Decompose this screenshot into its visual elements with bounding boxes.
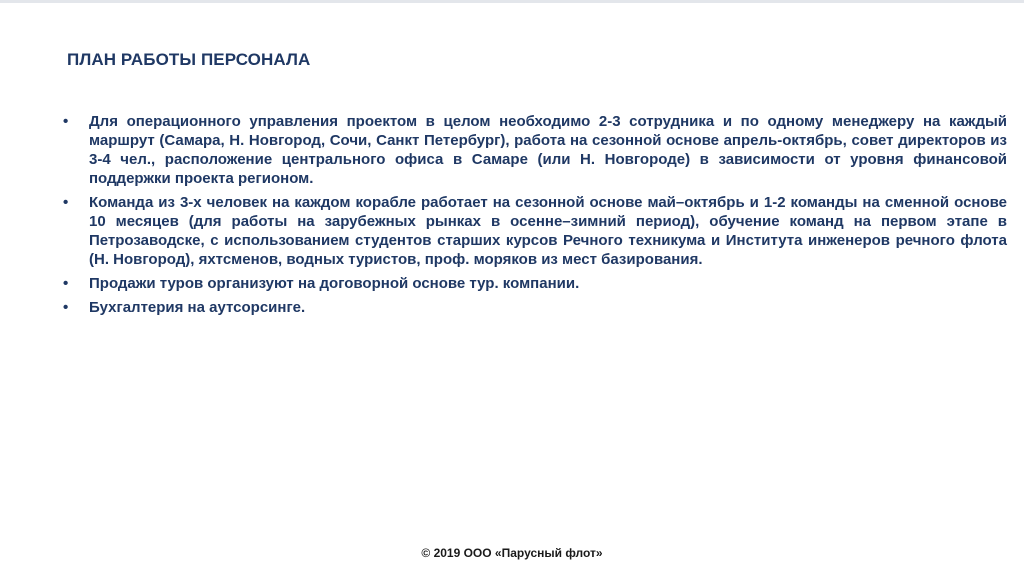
- bullet-text: Для операционного управления проектом в целом необходимо 2-3 сотрудника и по одному менеджеру на каждый маршрут (Самара, Н. Новгород, Сочи, Санкт Петербург), работа на сезонной основе апрель-октябрь, совет директоров из 3-4 чел., расположение центрального офиса в Самаре (или Н. Новгороде) в зависимости от уровня финансовой поддержки проекта регионом.: [89, 113, 1007, 187]
- bullet-list: [63, 112, 1007, 322]
- list-item: [63, 193, 1007, 269]
- bullet-text: Бухгалтерия на аутсорсинге.: [89, 299, 306, 316]
- top-divider: [0, 0, 1024, 3]
- list-item: [63, 274, 1007, 293]
- list-item: [63, 112, 1007, 188]
- bullet-marker: •: [63, 113, 69, 130]
- bullet-marker: •: [63, 194, 69, 211]
- bullet-marker: •: [63, 299, 69, 316]
- bullet-marker: •: [63, 275, 69, 292]
- slide-title: ПЛАН РАБОТЫ ПЕРСОНАЛА: [67, 50, 311, 69]
- list-item: [63, 298, 1007, 317]
- bullet-text: Команда из 3-х человек на каждом корабле работает на сезонной основе май–октябрь и 1-2 команды на сменной основе 10 месяцев (для работы на зарубежных рынках в осенне–зимний период), обучение команд на первом этапе в Петрозаводске, с использованием студентов старших курсов Речного техникума и Института инженеров речного флота (Н. Новгород), яхтсменов, водных туристов, проф. моряков из мест базирования.: [89, 194, 1007, 268]
- copyright-footer: © 2019 ООО «Парусный флот»: [421, 546, 603, 560]
- bullet-text: Продажи туров организуют на договорной основе тур. компании.: [89, 275, 580, 292]
